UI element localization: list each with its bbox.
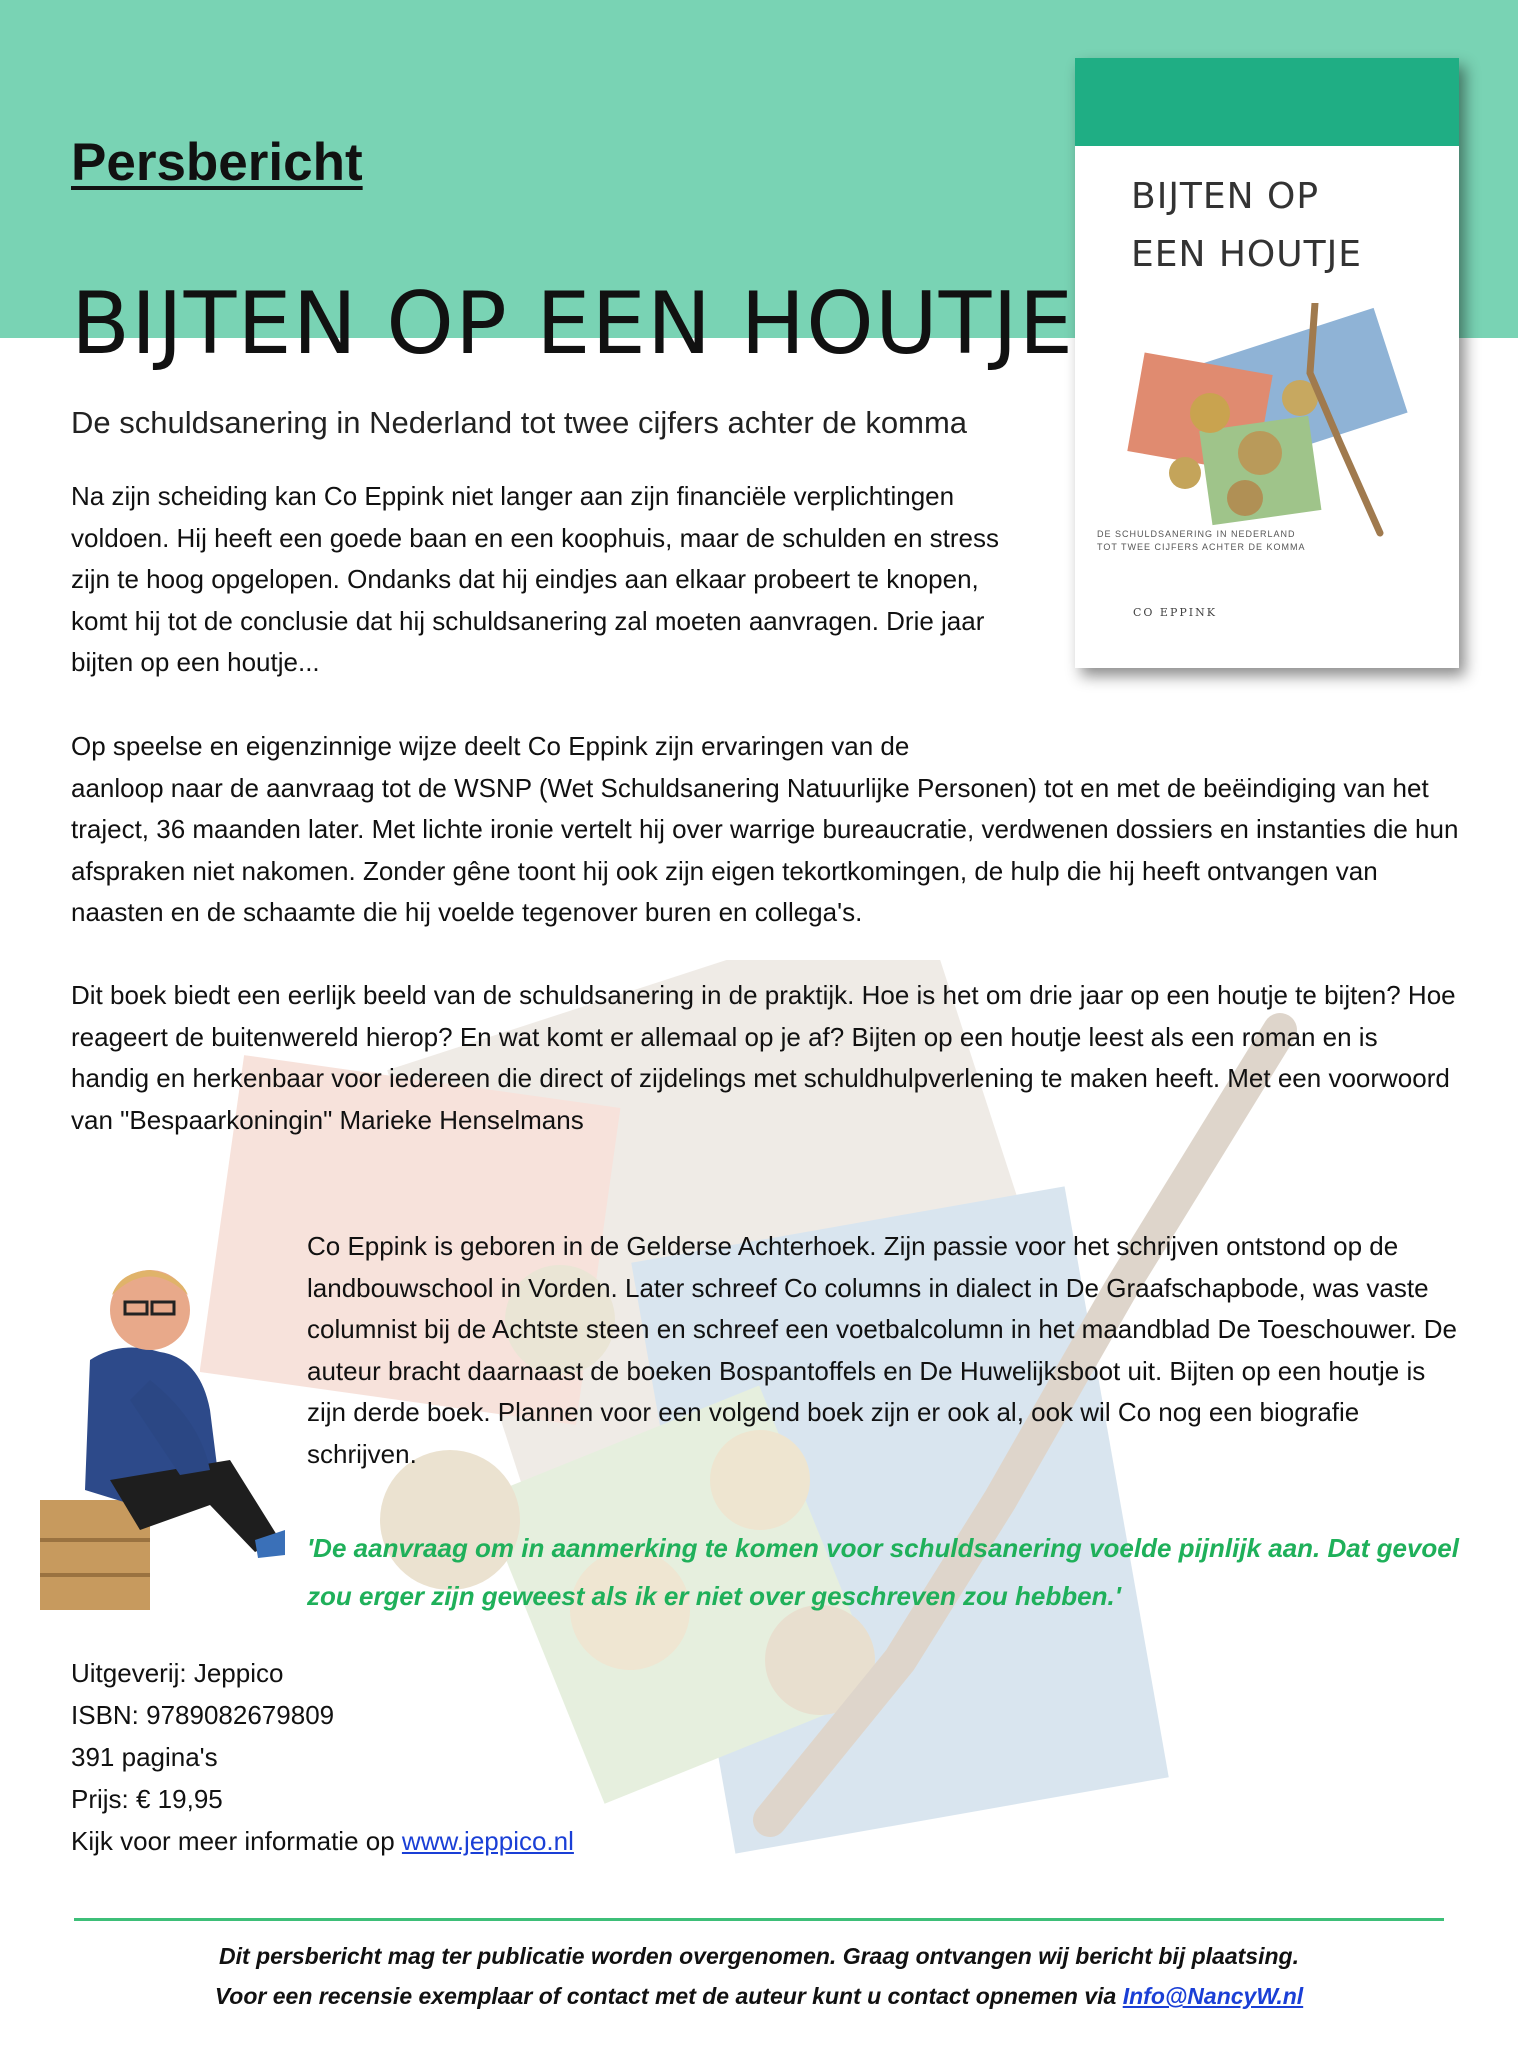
cover-title-line1: BIJTEN OP: [1131, 176, 1320, 217]
cover-title-line2: EEN HOUTJE: [1131, 234, 1362, 275]
price: Prijs: € 19,95: [71, 1784, 223, 1814]
footer: [0, 1936, 1518, 2016]
press-release-label: Persbericht: [71, 133, 363, 192]
book-details: [71, 1652, 574, 1862]
page-subtitle: De schuldsanering in Nederland tot twee cijfers achter de komma: [71, 405, 968, 440]
experience-paragraph-line1: Op speelse en eigenzinnige wijze deelt Co Eppink zijn ervaringen van de: [71, 731, 910, 761]
experience-paragraph-rest: aanloop naar de aanvraag tot de WSNP (Wet Schuldsanering Natuurlijke Personen) tot en met de beëindiging van het traject, 36 maanden later. Met lichte ironie vertelt hij over warrige bureaucratie, verdwenen dossiers en instanties die hun afspraken niet nakomen. Zonder gêne toont hij ook zijn eigen tekortkomingen, de hulp die hij heeft ontvangen van naasten en de schaamte die hij voelde tegenover buren en collega's.: [71, 772, 1459, 927]
cover-top-band: [1075, 58, 1459, 146]
isbn: ISBN: 9789082679809: [71, 1700, 335, 1730]
footer-line2: [0, 1976, 1518, 2016]
author-photo: [30, 1240, 285, 1610]
footer-divider: [74, 1918, 1444, 1921]
book-cover: [1075, 58, 1459, 668]
experience-paragraph: [71, 726, 1461, 934]
contact-email-link[interactable]: Info@NancyW.nl: [1122, 1983, 1304, 2009]
cover-subtitle-line2: TOT TWEE CIJFERS ACHTER DE KOMMA: [1097, 542, 1306, 552]
page-count: 391 pagina's: [71, 1742, 218, 1772]
footer-line2-prefix: Voor een recensie exemplaar of contact met de auteur kunt u contact opnemen via: [214, 1983, 1117, 2009]
cover-subtitle: [1097, 528, 1306, 554]
cover-money-image: [1125, 303, 1415, 543]
footer-line1: Dit persbericht mag ter publicatie worden overgenomen. Graag ontvangen wij bericht bij plaatsing.: [219, 1943, 1299, 1969]
cover-author: CO EPPINK: [1133, 606, 1217, 619]
cover-title: [1131, 168, 1362, 284]
more-info-prefix: Kijk voor meer informatie op: [71, 1826, 395, 1856]
publisher-website-link[interactable]: www.jeppico.nl: [401, 1826, 574, 1856]
intro-paragraph: Na zijn scheiding kan Co Eppink niet langer aan zijn financiële verplichtingen voldoen. Hij heeft een goede baan en een koophuis, maar de schulden en stress zijn te hoog opgelopen. Ondanks dat hij eindjes aan elkaar probeert te knopen, komt hij tot de conclusie dat hij schuldsanering zal moeten aanvragen. Drie jaar bijten op een houtje...: [71, 481, 999, 677]
book-description-paragraph: Dit boek biedt een eerlijk beeld van de schuldsanering in de praktijk. Hoe is het om drie jaar op een houtje te bijten? Hoe reageert de buitenwereld hierop? En wat komt er allemaal op je af? Bijten op een houtje leest als een roman en is handig en herkenbaar voor iedereen die direct of zijdelings met schuldhulpverlening te maken heeft. Met een voorwoord van "Bespaarkoningin" Marieke Henselmans: [71, 980, 1456, 1135]
author-bio-paragraph: Co Eppink is geboren in de Gelderse Achterhoek. Zijn passie voor het schrijven ontstond op de landbouwschool in Vorden. Later schreef Co columns in dialect in De Graafschapbode, was vaste columnist bij de Achtste steen en schreef een voetbalcolumn in het maandblad De Toeschouwer. De auteur bracht daarnaast de boeken Bospantoffels en De Huwelijksboot uit. Bijten op een houtje is zijn derde boek. Plannen voor een volgend boek zijn er ook al, ook wil Co nog een biografie schrijven.: [307, 1231, 1457, 1469]
cover-subtitle-line1: DE SCHULDSANERING IN NEDERLAND: [1097, 529, 1296, 539]
author-quote: 'De aanvraag om in aanmerking te komen voor schuldsanering voelde pijnlijk aan. Dat gevoel zou erger zijn geweest als ik er niet over geschreven zou hebben.': [307, 1533, 1459, 1611]
page-title: BIJTEN OP EEN HOUTJE: [71, 274, 1075, 374]
more-info: [71, 1820, 574, 1862]
publisher: Uitgeverij: Jeppico: [71, 1658, 284, 1688]
